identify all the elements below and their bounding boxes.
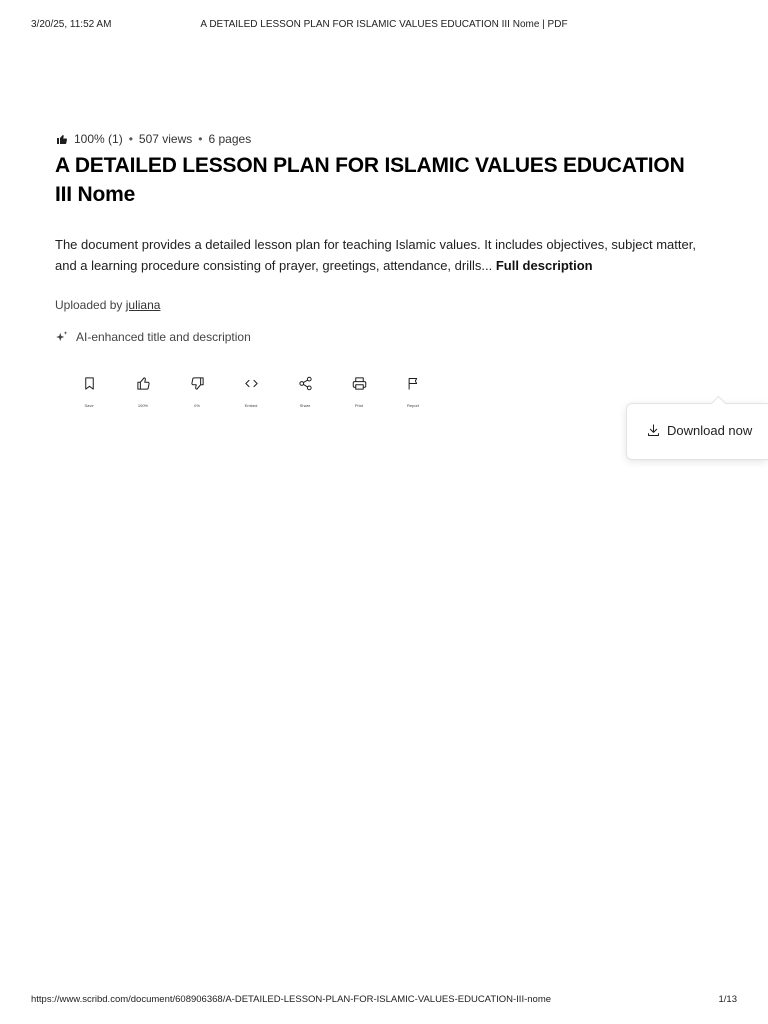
document-description — [55, 234, 705, 276]
share-icon — [298, 376, 313, 391]
print-button[interactable] — [332, 376, 386, 408]
dislike-button[interactable] — [170, 376, 224, 408]
action-bar — [62, 376, 440, 408]
document-meta — [56, 132, 251, 146]
uploaded-by — [55, 298, 160, 312]
print-url: https://www.scribd.com/document/608906368/A-DETAILED-LESSON-PLAN-FOR-ISLAMIC-VALUES-EDUCATION-III-nome — [31, 994, 552, 1005]
full-description-link[interactable]: Full description — [495, 258, 593, 273]
like-button[interactable] — [116, 376, 170, 408]
bookmark-icon — [82, 376, 97, 391]
print-timestamp: 3/20/25, 11:52 AM — [31, 19, 112, 30]
sparkle-icon — [55, 330, 69, 344]
action-label: Share — [299, 403, 311, 408]
meta-separator: • — [128, 132, 133, 146]
action-label: Report — [406, 403, 419, 408]
embed-button[interactable] — [224, 376, 278, 408]
code-icon — [244, 376, 259, 391]
thumbs-up-filled-icon — [56, 133, 68, 145]
thumbs-up-icon — [136, 376, 151, 391]
download-icon — [646, 423, 661, 438]
print-page-title: A DETAILED LESSON PLAN FOR ISLAMIC VALUES EDUCATION III Nome | PDF — [200, 19, 568, 30]
ai-enhanced-note — [55, 330, 251, 344]
action-label: Print — [354, 403, 364, 408]
print-icon — [352, 376, 367, 391]
page-count: 6 pages — [208, 132, 252, 146]
download-label: Download now — [667, 423, 753, 438]
print-page-number: 1/13 — [718, 994, 737, 1005]
share-button[interactable] — [278, 376, 332, 408]
ai-enhanced-text: AI-enhanced title and description — [76, 330, 251, 344]
action-label: 100% — [137, 403, 149, 408]
download-popover — [626, 403, 768, 460]
action-label: 0% — [194, 403, 200, 408]
meta-separator: • — [198, 132, 203, 146]
thumbs-down-icon — [190, 376, 205, 391]
description-text: The document provides a detailed lesson plan for teaching Islamic values. It includes objectives, subject matter, and a learning procedure consisting of prayer, greetings, attendance, drills... — [55, 237, 696, 273]
report-button[interactable] — [386, 376, 440, 408]
uploaded-by-label: Uploaded by — [55, 298, 123, 312]
rating-text: 100% (1) — [74, 132, 123, 146]
flag-icon — [406, 376, 421, 391]
action-label: Embed — [244, 403, 258, 408]
views-count: 507 views — [138, 132, 193, 146]
popover-content — [627, 404, 753, 459]
uploader-link[interactable]: juliana — [125, 298, 161, 312]
document-title: A DETAILED LESSON PLAN FOR ISLAMIC VALUES EDUCATION III Nome — [55, 154, 685, 206]
save-button[interactable] — [62, 376, 116, 408]
download-button[interactable] — [646, 423, 752, 438]
action-label: Save — [84, 403, 94, 408]
